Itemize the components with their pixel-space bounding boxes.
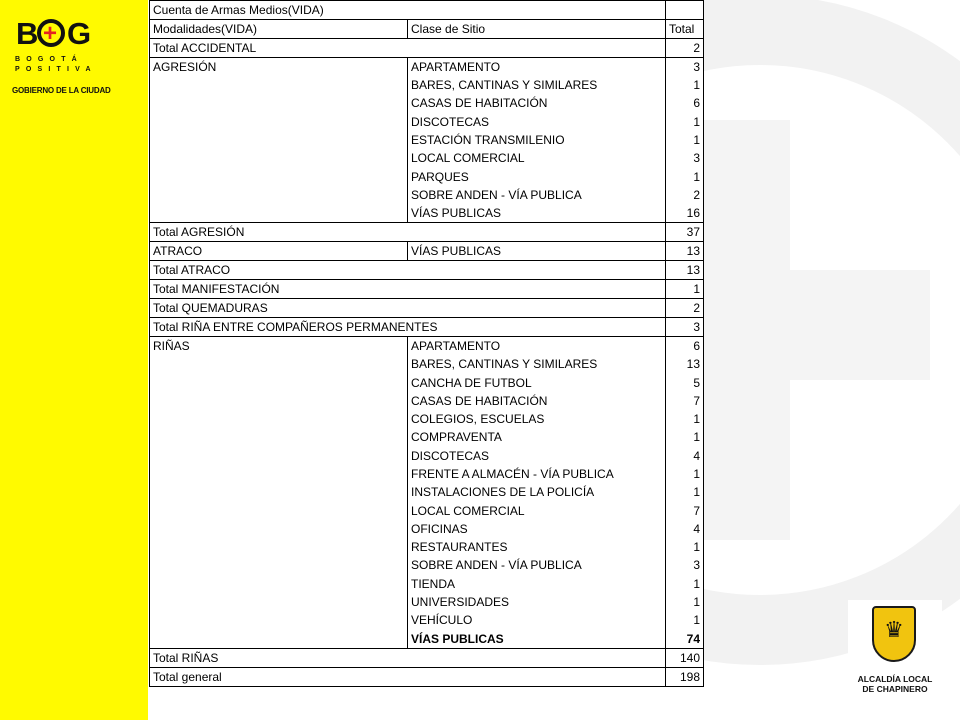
modalidad-cell: [150, 630, 408, 649]
modalidad-cell: [150, 76, 408, 94]
table-row: [150, 318, 704, 337]
table-row: [150, 575, 704, 593]
modalidad-cell: [150, 167, 408, 185]
total-cell: 3: [666, 556, 704, 574]
table-row: [150, 428, 704, 446]
total-cell: 1: [666, 113, 704, 131]
total-value-cell: 37: [666, 223, 704, 242]
clase-sitio-cell: LOCAL COMERCIAL: [408, 149, 666, 167]
modalidad-cell: [150, 593, 408, 611]
total-cell: 1: [666, 465, 704, 483]
total-cell: 1: [666, 611, 704, 629]
modalidad-cell: [150, 392, 408, 410]
table-row: [150, 186, 704, 204]
clase-sitio-cell: COMPRAVENTA: [408, 428, 666, 446]
clase-sitio-cell: CASAS DE HABITACIÓN: [408, 392, 666, 410]
total-value-cell: 198: [666, 667, 704, 686]
total-cell: 1: [666, 76, 704, 94]
modalidad-cell: [150, 556, 408, 574]
table-row: [150, 630, 704, 649]
total-cell: 7: [666, 501, 704, 519]
clase-sitio-cell: LOCAL COMERCIAL: [408, 501, 666, 519]
coat-of-arms-icon: [872, 606, 916, 662]
total-value-cell: 2: [666, 39, 704, 58]
modalidad-cell: [150, 465, 408, 483]
table-row: [150, 373, 704, 391]
total-cell: 1: [666, 538, 704, 556]
table-row: [150, 261, 704, 280]
total-label-cell: Total RIÑA ENTRE COMPAÑEROS PERMANENTES: [150, 318, 666, 337]
alcaldia-line-2: DE CHAPINERO: [862, 684, 928, 694]
table-row: [150, 58, 704, 77]
total-label-cell: Total ACCIDENTAL: [150, 39, 666, 58]
clase-sitio-cell: DISCOTECAS: [408, 113, 666, 131]
table-row: [150, 538, 704, 556]
total-cell: 13: [666, 242, 704, 261]
total-cell: 1: [666, 167, 704, 185]
total-cell: 1: [666, 131, 704, 149]
armas-medios-table: [149, 0, 704, 687]
modalidad-cell: [150, 355, 408, 373]
clase-sitio-cell: VÍAS PUBLICAS: [408, 630, 666, 649]
table-row: [150, 556, 704, 574]
table-body: [150, 1, 704, 687]
table-row: [150, 204, 704, 223]
logo-line-positiva: POSITIVA: [15, 66, 97, 73]
modalidad-cell: [150, 94, 408, 112]
modalidad-cell: [150, 204, 408, 223]
table-row: [150, 337, 704, 356]
total-cell: 4: [666, 520, 704, 538]
modalidad-cell: [150, 538, 408, 556]
clase-sitio-cell: BARES, CANTINAS Y SIMILARES: [408, 355, 666, 373]
clase-sitio-cell: INSTALACIONES DE LA POLICÍA: [408, 483, 666, 501]
total-cell: 2: [666, 186, 704, 204]
total-label-cell: Total QUEMADURAS: [150, 299, 666, 318]
total-value-cell: 2: [666, 299, 704, 318]
clase-sitio-cell: PARQUES: [408, 167, 666, 185]
clase-sitio-cell: UNIVERSIDADES: [408, 593, 666, 611]
table-row: [150, 465, 704, 483]
total-cell: 5: [666, 373, 704, 391]
left-yellow-band: [0, 0, 148, 720]
total-value-cell: 13: [666, 261, 704, 280]
table-row: [150, 242, 704, 261]
total-value-cell: 3: [666, 318, 704, 337]
total-cell: 3: [666, 149, 704, 167]
table-row: [150, 299, 704, 318]
table-row: [150, 113, 704, 131]
modalidad-cell: [150, 186, 408, 204]
clase-sitio-cell: SOBRE ANDEN - VÍA PUBLICA: [408, 186, 666, 204]
logo-letter-g: G: [67, 16, 91, 51]
total-cell: 1: [666, 593, 704, 611]
table-row: [150, 483, 704, 501]
column-header-modalidades: Modalidades(VIDA): [150, 20, 408, 39]
table-row: [150, 611, 704, 629]
table-row: [150, 667, 704, 686]
logo-line-bogota: BOGOTÁ: [15, 56, 83, 63]
table-row: [150, 593, 704, 611]
modalidad-cell: [150, 501, 408, 519]
table-row: [150, 355, 704, 373]
clase-sitio-cell: VÍAS PUBLICAS: [408, 204, 666, 223]
total-value-cell: 140: [666, 648, 704, 667]
clase-sitio-cell: CANCHA DE FUTBOL: [408, 373, 666, 391]
modalidad-cell: [150, 520, 408, 538]
table-title: Cuenta de Armas Medios(VIDA): [150, 1, 666, 20]
logo-letter-b: B: [16, 16, 38, 51]
clase-sitio-cell: SOBRE ANDEN - VÍA PUBLICA: [408, 556, 666, 574]
total-label-cell: Total general: [150, 667, 666, 686]
total-label-cell: Total RIÑAS: [150, 648, 666, 667]
modalidad-cell: [150, 575, 408, 593]
clase-sitio-cell: APARTAMENTO: [408, 337, 666, 356]
total-cell: 7: [666, 392, 704, 410]
alcaldia-line-1: ALCALDÍA LOCAL: [857, 674, 933, 684]
modalidad-cell: [150, 131, 408, 149]
modalidad-cell: [150, 373, 408, 391]
column-header-total: Total: [666, 20, 704, 39]
clase-sitio-cell: ESTACIÓN TRANSMILENIO: [408, 131, 666, 149]
table-row: [150, 501, 704, 519]
total-cell: 74: [666, 630, 704, 649]
total-label-cell: Total ATRACO: [150, 261, 666, 280]
table-row: [150, 223, 704, 242]
table-row: [150, 648, 704, 667]
clase-sitio-cell: OFICINAS: [408, 520, 666, 538]
table-row: [150, 447, 704, 465]
modalidad-cell: ATRACO: [150, 242, 408, 261]
clase-sitio-cell: VÍAS PUBLICAS: [408, 242, 666, 261]
column-header-clase-sitio: Clase de Sitio: [408, 20, 666, 39]
bogota-positiva-logo: [12, 12, 96, 78]
modalidad-cell: RIÑAS: [150, 337, 408, 356]
modalidad-cell: [150, 483, 408, 501]
clase-sitio-cell: TIENDA: [408, 575, 666, 593]
total-cell: 13: [666, 355, 704, 373]
clase-sitio-cell: VEHÍCULO: [408, 611, 666, 629]
total-cell: 1: [666, 428, 704, 446]
table-row: [150, 410, 704, 428]
plus-icon: +: [43, 20, 57, 47]
table-row: [150, 76, 704, 94]
clase-sitio-cell: RESTAURANTES: [408, 538, 666, 556]
clase-sitio-cell: COLEGIOS, ESCUELAS: [408, 410, 666, 428]
table-row: [150, 94, 704, 112]
alcaldia-logo-text: [848, 674, 942, 694]
modalidad-cell: [150, 611, 408, 629]
clase-sitio-cell: APARTAMENTO: [408, 58, 666, 77]
table-row: [150, 392, 704, 410]
modalidad-cell: [150, 113, 408, 131]
total-cell: 4: [666, 447, 704, 465]
modalidad-cell: [150, 149, 408, 167]
table-row: [150, 167, 704, 185]
modalidad-cell: [150, 447, 408, 465]
total-cell: 3: [666, 58, 704, 77]
eagle-icon: ♛: [884, 617, 904, 642]
modalidad-cell: [150, 410, 408, 428]
table-columns-row: [150, 20, 704, 39]
total-cell: 6: [666, 337, 704, 356]
total-value-cell: 1: [666, 280, 704, 299]
clase-sitio-cell: FRENTE A ALMACÉN - VÍA PUBLICA: [408, 465, 666, 483]
total-label-cell: Total AGRESIÓN: [150, 223, 666, 242]
total-cell: 1: [666, 483, 704, 501]
total-cell: 6: [666, 94, 704, 112]
clase-sitio-cell: DISCOTECAS: [408, 447, 666, 465]
table-row: [150, 149, 704, 167]
clase-sitio-cell: CASAS DE HABITACIÓN: [408, 94, 666, 112]
clase-sitio-cell: BARES, CANTINAS Y SIMILARES: [408, 76, 666, 94]
modalidad-cell: [150, 428, 408, 446]
table-row: [150, 280, 704, 299]
logo-caption: GOBIERNO DE LA CIUDAD: [12, 86, 111, 95]
table-row: [150, 520, 704, 538]
alcaldia-chapinero-logo: [848, 600, 942, 708]
table-row: [150, 131, 704, 149]
table-row: [150, 39, 704, 58]
total-cell: 1: [666, 410, 704, 428]
table-header-empty: [666, 1, 704, 20]
table-header-row: [150, 1, 704, 20]
total-cell: 1: [666, 575, 704, 593]
modalidad-cell: AGRESIÓN: [150, 58, 408, 77]
total-label-cell: Total MANIFESTACIÓN: [150, 280, 666, 299]
total-cell: 16: [666, 204, 704, 223]
